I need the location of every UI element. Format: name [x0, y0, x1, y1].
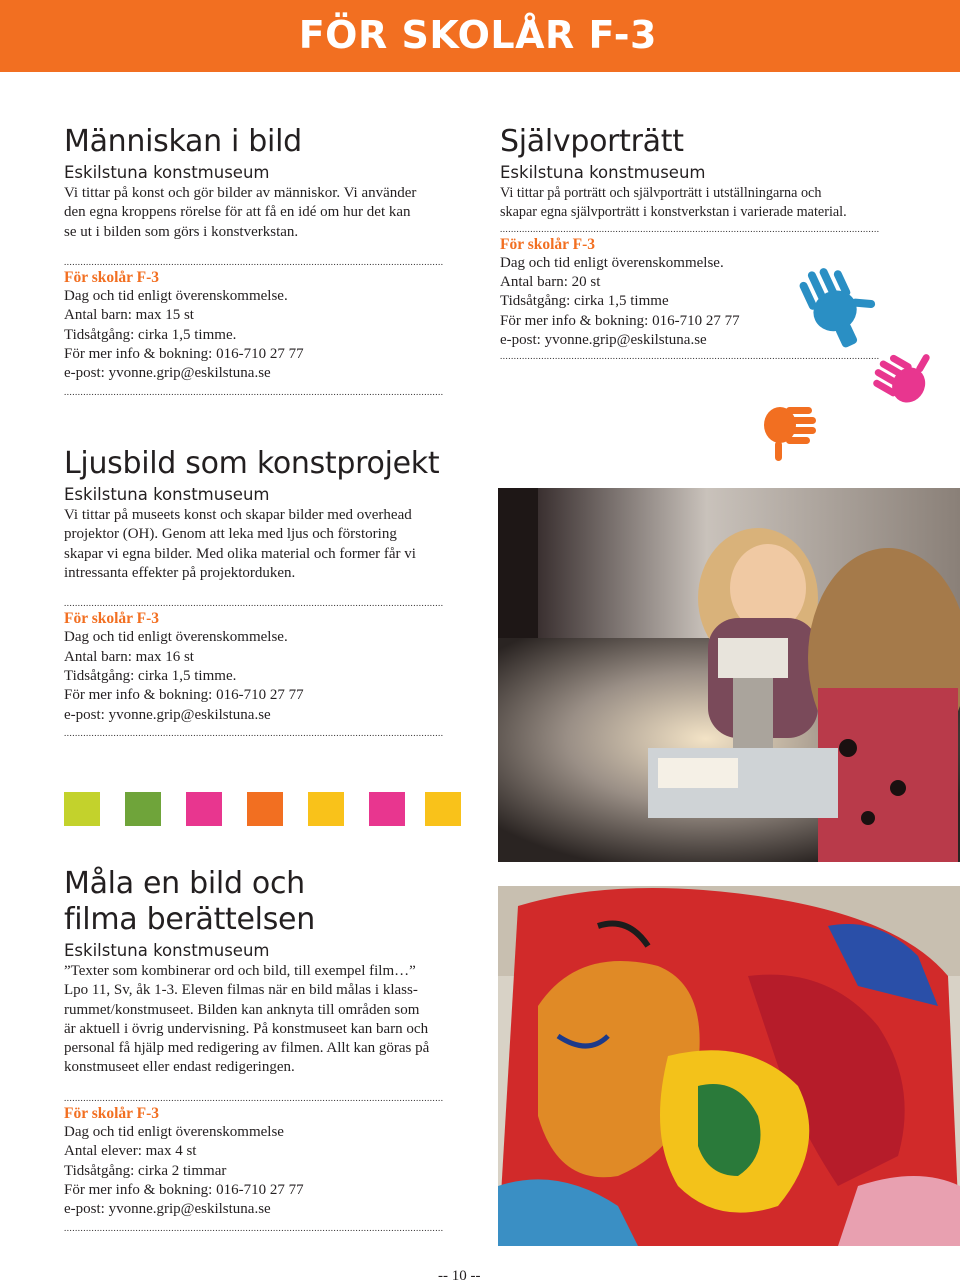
color-swatch	[247, 792, 283, 826]
info-line: För mer info & bokning: 016-710 27 77	[64, 1181, 304, 1198]
description-line: Lpo 11, Sv, åk 1-3. Eleven filmas när en bild målas i klass-	[64, 982, 418, 999]
grade-label: För skolår F-3	[64, 1104, 160, 1122]
blue-handprint-icon	[796, 252, 889, 355]
dotted-divider: ..........................................................................................................................................	[64, 598, 444, 609]
section-title: Ljusbild som konstprojekt	[64, 446, 440, 481]
description-line: skapar egna självporträtt i konstverkstan i varierade material.	[500, 204, 847, 221]
description-line: rummet/konstmuseet. Bilden kan anknyta till områden som	[64, 1001, 420, 1018]
info-line: Tidsåtgång: cirka 1,5 timme.	[64, 668, 237, 685]
description-line: Vi tittar på konst och gör bilder av människor. Vi använder	[64, 185, 417, 201]
header-banner	[0, 0, 960, 72]
info-line: Antal elever: max 4 st	[64, 1143, 197, 1160]
section-title-line: Måla en bild och	[64, 866, 305, 901]
grade-label: För skolår F-3	[64, 610, 160, 628]
section-ljusbild	[64, 446, 464, 739]
info-line: Tidsåtgång: cirka 1,5 timme.	[64, 326, 237, 343]
pink-handprint-icon	[868, 336, 940, 409]
description-line: Vi tittar på museets konst och skapar bilder med overhead	[64, 507, 412, 523]
color-swatch	[125, 792, 161, 826]
info-line: Tidsåtgång: cirka 1,5 timme	[500, 293, 669, 310]
info-line: Antal barn: 20 st	[500, 274, 601, 291]
info-line: Dag och tid enligt överenskommelse	[64, 1124, 284, 1141]
page-number: -- 10 --	[438, 1268, 481, 1284]
description-line: se ut i bilden som görs i konstverkstan.	[64, 223, 299, 240]
color-swatch	[308, 792, 344, 826]
section-title-line: filma berättelsen	[64, 902, 315, 937]
info-line: Dag och tid enligt överenskommelse.	[500, 254, 724, 271]
info-line: e-post: yvonne.grip@eskilstuna.se	[64, 706, 271, 723]
description-line: projektor (OH). Genom att leka med ljus och förstoring	[64, 526, 397, 543]
venue-label: Eskilstuna konstmuseum	[500, 163, 706, 182]
description-line: intressanta effekter på projektorduken.	[64, 564, 296, 581]
info-line: Antal barn: max 15 st	[64, 307, 194, 324]
info-line: e-post: yvonne.grip@eskilstuna.se	[500, 332, 707, 349]
page-title: FÖR SKOLÅR F-3	[298, 13, 657, 57]
dotted-divider: ..........................................................................................................................................	[64, 1222, 444, 1233]
color-swatch	[425, 792, 461, 826]
dotted-divider: ..........................................................................................................................................	[64, 1092, 444, 1103]
grade-label: För skolår F-3	[64, 268, 160, 286]
section-manniskan-i-bild	[64, 124, 464, 398]
dotted-divider: ..........................................................................................................................................	[64, 256, 444, 267]
info-line: e-post: yvonne.grip@eskilstuna.se	[64, 1201, 271, 1218]
section-title: Människan i bild	[64, 124, 302, 159]
color-swatch	[64, 792, 100, 826]
venue-label: Eskilstuna konstmuseum	[64, 941, 270, 960]
section-mala-en-bild	[64, 866, 464, 1234]
info-line: Dag och tid enligt överenskommelse.	[64, 629, 288, 646]
description-line: skapar vi egna bilder. Med olika material och former får vi	[64, 545, 416, 562]
dotted-divider: ..........................................................................................................................................	[500, 351, 880, 362]
info-line: För mer info & bokning: 016-710 27 77	[64, 346, 304, 363]
section-title: Självporträtt	[500, 124, 684, 159]
color-swatch	[186, 792, 222, 826]
child-painting-photo	[498, 886, 960, 1246]
description-line: personal få hjälp med redigering av filmen. Allt kan göras på	[64, 1040, 430, 1057]
orange-handprint-icon	[764, 407, 816, 461]
info-line: Tidsåtgång: cirka 2 timmar	[64, 1162, 227, 1179]
info-line: e-post: yvonne.grip@eskilstuna.se	[64, 365, 271, 382]
grade-label: För skolår F-3	[500, 235, 596, 253]
projector-children-photo	[498, 488, 960, 862]
info-line: För mer info & bokning: 016-710 27 77	[500, 312, 740, 329]
dotted-divider: ..........................................................................................................................................	[64, 386, 444, 397]
description-line: Vi tittar på porträtt och självporträtt i utställningarna och	[500, 185, 822, 201]
color-swatch	[369, 792, 405, 826]
description-line: konstmuseet eller endast redigeringen.	[64, 1059, 295, 1076]
venue-label: Eskilstuna konstmuseum	[64, 485, 270, 504]
info-line: Dag och tid enligt överenskommelse.	[64, 288, 288, 305]
description-line: den egna kroppens rörelse för att få en idé om hur det kan	[64, 204, 411, 221]
description-line: ”Texter som kombinerar ord och bild, till exempel film…”	[64, 963, 416, 979]
venue-label: Eskilstuna konstmuseum	[64, 163, 270, 182]
info-line: Antal barn: max 16 st	[64, 648, 194, 665]
description-line: är aktuell i övrig undervisning. På konstmuseet kan barn och	[64, 1020, 429, 1037]
dotted-divider: ..........................................................................................................................................	[500, 223, 880, 234]
info-line: För mer info & bokning: 016-710 27 77	[64, 687, 304, 704]
handprints-illustration	[740, 250, 960, 470]
dotted-divider: ..........................................................................................................................................	[64, 727, 444, 738]
